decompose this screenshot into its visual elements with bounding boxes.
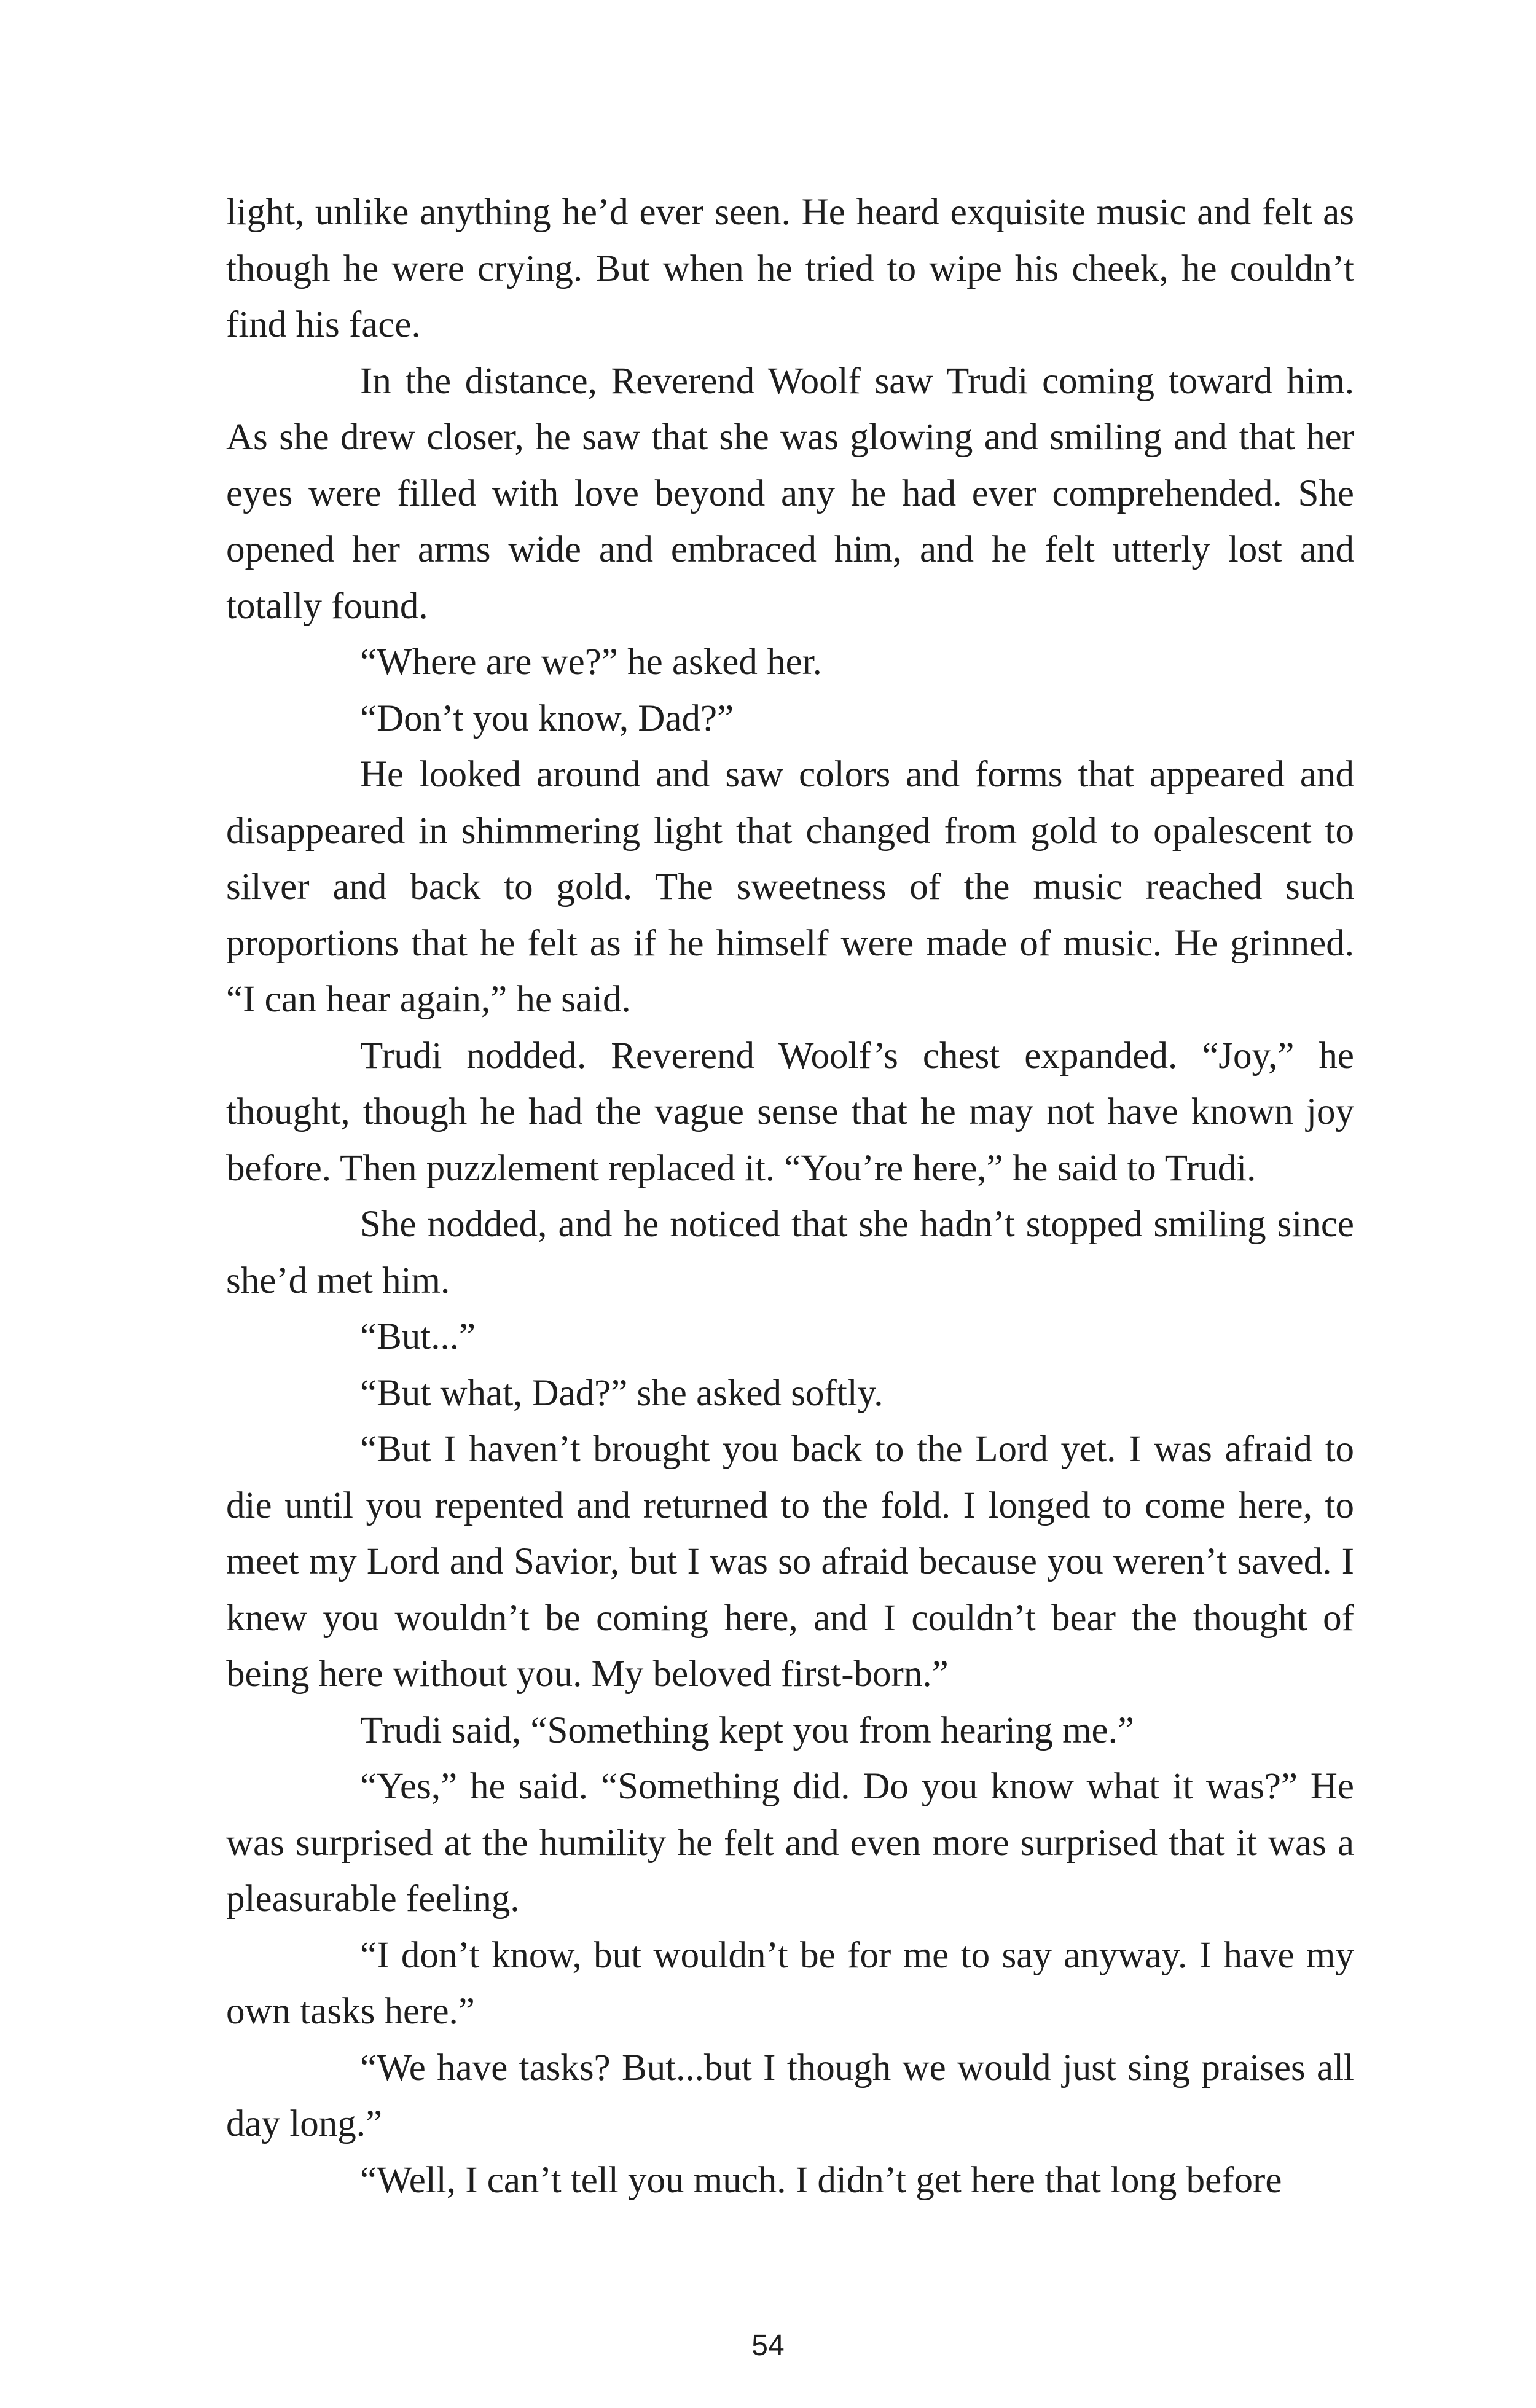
paragraph: “But what, Dad?” she asked softly. [360, 1372, 884, 1414]
paragraph: In the distance, Reverend Woolf saw Trudi coming toward him. As she drew closer, he saw that she was glowing and smiling and that her eyes were filled with love beyond any he had ever comprehended. She opened her arms wide and embraced him, and he felt utterly lost and totally found. [226, 360, 1354, 627]
body-text [226, 184, 1354, 2208]
paragraph: “I don’t know, but wouldn’t be for me to say anyway. I have my own tasks here.” [226, 1934, 1354, 2032]
paragraph: “Yes,” he said. “Something did. Do you know what it was?” He was surprised at the humility he felt and even more surprised that it was a pleasurable feeling. [226, 1766, 1354, 1920]
paragraph: “But...” [360, 1316, 476, 1357]
paragraph: Trudi said, “Something kept you from hearing me.” [360, 1709, 1134, 1751]
paragraph: He looked around and saw colors and forms that appeared and disappeared in shimmering light that changed from gold to opalescent to silver and back to gold. The sweetness of the music reached such proportions that he felt as if he himself were made of music. He grinned. “I can hear again,” he said. [226, 754, 1354, 1020]
paragraph: “We have tasks? But...but I though we would just sing praises all day long.” [226, 2047, 1354, 2144]
paragraph: She nodded, and he noticed that she hadn’t stopped smiling since she’d met him. [226, 1204, 1354, 1301]
paragraph: “Well, I can’t tell you much. I didn’t get here that long before [360, 2159, 1282, 2201]
paragraph: “Where are we?” he asked her. [360, 641, 822, 683]
paragraph: “Don’t you know, Dad?” [360, 697, 734, 739]
paragraph: light, unlike anything he’d ever seen. He heard exquisite music and felt as though he were crying. But when he tried to wipe his cheek, he couldn’t find his face. [226, 192, 1354, 345]
page-number: 54 [751, 2329, 785, 2362]
paragraph: Trudi nodded. Reverend Woolf’s chest expanded. “Joy,” he thought, though he had the vague sense that he may not have known joy before. Then puzzlement replaced it. “You’re here,” he said to Trudi. [226, 1035, 1354, 1189]
paragraph: “But I haven’t brought you back to the Lord yet. I was afraid to die until you repented and returned to the fold. I longed to come here, to meet my Lord and Savior, but I was so afraid because you weren’t saved. I knew you wouldn’t be coming here, and I couldn’t bear the thought of being here without you. My beloved first-born.” [226, 1429, 1354, 1695]
